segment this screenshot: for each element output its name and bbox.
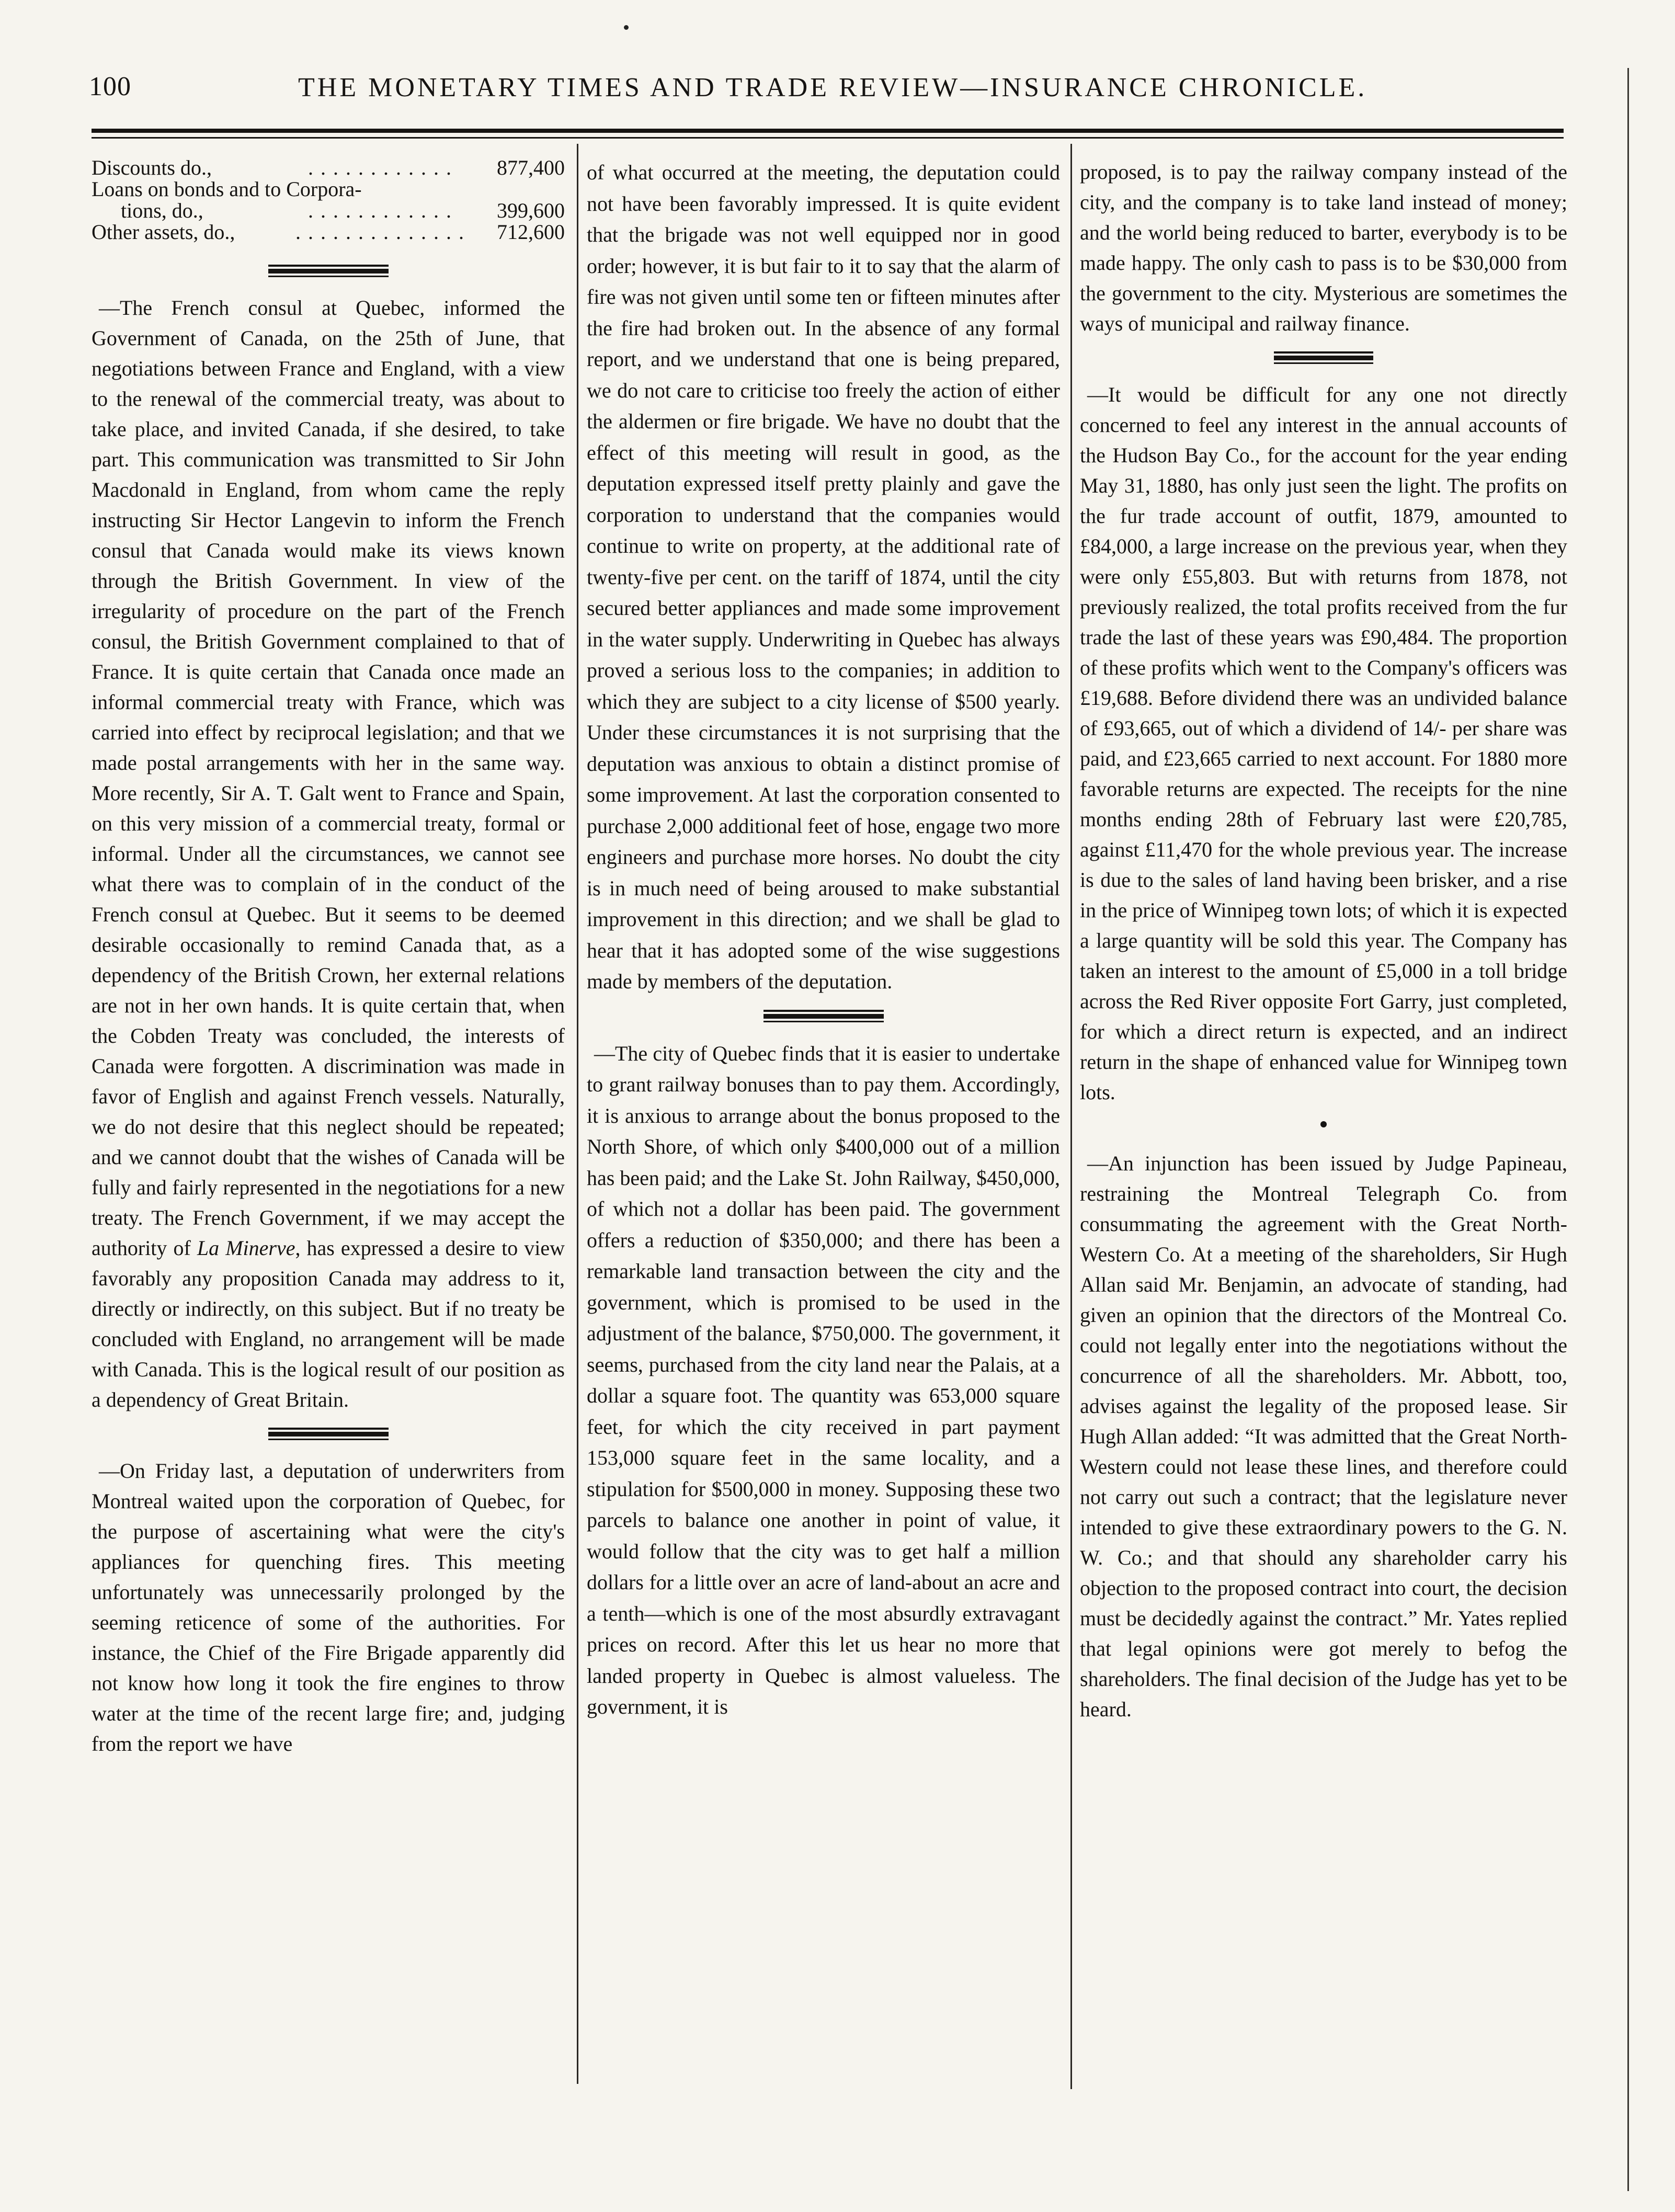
page-edge-rule bbox=[1627, 68, 1629, 2191]
article-railway-bonuses-part-2: proposed, is to pay the railway company instead of the city, and the company is to take land instead of money; and the world being reduced to barter, everybody is to be made happy. The only cash to pass is to be $30,000 from the government to the city. Mysterious are sometimes the ways of municipal and railway finance. bbox=[1080, 160, 1567, 335]
ledger-label: Loans on bonds and to Corpora- bbox=[92, 177, 362, 201]
ledger-row bbox=[92, 178, 565, 200]
ledger-row bbox=[92, 157, 565, 178]
page-number: 100 bbox=[89, 72, 131, 101]
column-rule-2 bbox=[1070, 144, 1072, 2089]
ledger-row bbox=[92, 200, 565, 221]
header-rule-thin bbox=[92, 137, 1564, 139]
newspaper-title: La Minerve bbox=[197, 1236, 295, 1260]
ledger-amount: 399,600 bbox=[497, 199, 565, 222]
ledger bbox=[92, 157, 565, 243]
ledger-table bbox=[92, 157, 565, 243]
section-divider bbox=[92, 1415, 565, 1456]
column-rule-1 bbox=[577, 144, 578, 2084]
article-railway-bonuses-part-1: —The city of Quebec finds that it is easier to undertake to grant railway bonuses than to pay them. Accordingly, it is anxious to arrange about the bonus proposed to the North Shore, of which only $400,000 out of a million has been paid; and the Lake St. John Railway, $450,000, of which not a dollar has been paid. The government offers a reduction of $350,000; and there has been a remarkable land transaction between the city and the government, which is promised to be used in the adjustment of the balance, $750,000. The government, it seems, purchased from the city land near the Palais, at a dollar a square foot. The quantity was 653,000 square feet, for which the city received in part payment 153,000 square feet in the same locality, and a stipulation for $500,000 in money. Supposing these two parcels to balance one another in point of value, it would follow that the city was to get half a million dollars for a little over an acre of land-about an acre and a tenth—which is one of the most absurdly extravagant prices on record. After this let us hear no more that landed property in Quebec is almost valueless. The government, it is bbox=[587, 1041, 1060, 1718]
column-2 bbox=[587, 157, 1060, 1723]
ledger-label: Discounts do., bbox=[92, 156, 212, 179]
section-divider-dot bbox=[1080, 1108, 1567, 1148]
column-1 bbox=[92, 157, 565, 1759]
ledger-leader: . . . . . . . . . . . . bbox=[308, 157, 453, 178]
section-divider bbox=[1080, 339, 1567, 380]
article-hudson-bay: —It would be difficult for any one not directly concerned to feel any interest in the annual accounts of the Hudson Bay Co., for the account for the year ending May 31, 1880, has only just seen the light. The profits on the fur trade account of outfit, 1879, amounted to £84,000, a large increase on the previous year, when they were only £55,803. But with returns from 1878, not previously realized, the total profits received from the fur trade the last of these years was £90,484. The proportion of these profits which went to the Company's officers was £19,688. Before dividend there was an undivided balance of £93,665, out of which a dividend of 14/- per share was paid, and £23,665 carried to next account. For 1880 more favorable returns are expected. The receipts for the nine months ending 28th of February last were £20,785, against £11,470 for the whole previous year. The increase is due to the sales of land having been brisker, and a rise in the price of Winnipeg town lots; of which it is expected a large quantity will be sold this year. The Company has taken an interest to the amount of £5,000 in a toll bridge across the Red River opposite Fort Garry, just completed, for which a direct return is expected, and an indirect return in the shape of enhanced value for Winnipeg town lots. bbox=[1080, 383, 1567, 1104]
column-3 bbox=[1080, 157, 1567, 1725]
article-deputation-part-2: of what occurred at the meeting, the deputation could not have been favorably impressed. It is quite evident that the brigade was not well equipped nor in good order; however, it is but fair to it to say that the alarm of fire was not given until some ten or fifteen minutes after the fire had broken out. In the absence of any formal report, and we understand that one is being prepared, we do not care to criticise too freely the action of either the aldermen or fire brigade. We have no doubt that the effect of this meeting will result in good, as the deputation expressed itself pretty plainly and gave the corporation to understand that the companies would continue to write on property, at the additional rate of twenty-five per cent. on the tariff of 1874, until the city secured better appliances and made some improvement in the water supply. Underwriting in Quebec has always proved a serious loss to the companies; in addition to which they are subject to a city license of $500 yearly. Under these circumstances it is not surprising that the deputation was anxious to obtain a distinct promise of some improvement. At last the corporation consented to purchase 2,000 additional feet of hose, engage two more engineers and purchase more horses. No doubt the city is in much need of being aroused to make substantial improvement in this direction; and we shall be glad to hear that it has adopted some of the wise suggestions made by members of the deputation. bbox=[587, 161, 1060, 993]
ink-dot bbox=[624, 25, 629, 30]
ledger-label: Other assets, do., bbox=[92, 220, 235, 244]
ledger-leader: . . . . . . . . . . . . bbox=[308, 200, 453, 221]
article-injunction: —An injunction has been issued by Judge Papineau, restraining the Montreal Telegraph Co. from consummating the agreement with the Great North-Western Co. At a meeting of the shareholders, Sir Hugh Allan said Mr. Benjamin, an advocate of standing, had given an opinion that the directors of the Montreal Co. could not legally enter into the negotiations without the concurrence of all the shareholders. Mr. Abbott, too, advises against the legality of the proposed lease. Sir Hugh Allan added: “It was admitted that the Great North-Western could not lease these lines, and therefore could not carry out such a contract; that the legislature never intended to give these extraordinary powers to the G. N. W. Co.; and that should any shareholder carry his objection to the proposed contract into court, the decision must be decidedly against the contract.” Mr. Yates replied that legal opinions were got merely to befog the shareholders. The final decision of the Judge has yet to be heard. bbox=[1080, 1151, 1567, 1721]
section-divider bbox=[587, 997, 1060, 1038]
ledger-leader: . . . . . . . . . . . . . . bbox=[295, 221, 465, 243]
running-title: THE MONETARY TIMES AND TRADE REVIEW—INSURANCE CHRONICLE. bbox=[298, 73, 1368, 102]
article-french-consul: —The French consul at Quebec, informed the Government of Canada, on the 25th of June, that negotiations between France and England, with a view to the renewal of the commercial treaty, was about to take place, and invited Canada, if she desired, to take part. This communication was transmitted to Sir John Macdonald in England, from whom came the reply instructing Sir Hector Langevin to inform the French consul that Canada would make its views known through the British Government. In view of the irregularity of procedure on the part of the French consul, the British Government complained to that of France. It is quite certain that Canada once made an informal commercial treaty with France, which was carried into effect by reciprocal legislation; and that we made postal arrangements with her in the same way. More recently, Sir A. T. Galt went to France and Spain, on this very mission of a commercial treaty, formal or informal. Under all the circumstances, we cannot see what there was to complain of in the conduct of the French consul at Quebec. But it seems to be deemed desirable occasionally to remind Canada that, as a dependency of the British Crown, her external relations are not in her own hands. It is quite certain that, when the Cobden Treaty was concluded, the interests of Canada were forgotten. A discrimination was made in favor of English and against French vessels. Naturally, we do not desire that this neglect should be repeated; and we cannot doubt that the wishes of Canada will be fully and fairly represented in the negotiations for a new treaty. The French Government, if we may accept the authority of La Minerve, has expressed a desire to view favorably any proposition Canada may address to it, directly or indirectly, on this subject. But if no treaty be concluded with England, no arrangement will be made with Canada. This is the logical result of our position as a dependency of Great Britain. bbox=[92, 296, 565, 1411]
article-deputation-part-1: —On Friday last, a deputation of underwriters from Montreal waited upon the corporation of Quebec, for the purpose of ascertaining what were the city's appliances for quenching fires. This meeting unfortunately was unnecessarily prolonged by the seeming reticence of some of the authorities. For instance, the Chief of the Fire Brigade apparently did not know how long it took the fire engines to throw water at the time of the recent large fire; and, judging from the report we have bbox=[92, 1459, 565, 1755]
ledger-row bbox=[92, 221, 565, 243]
ledger-amount: 877,400 bbox=[497, 156, 565, 179]
ledger-label: tions, do., bbox=[121, 199, 203, 222]
masthead bbox=[89, 68, 1558, 118]
ledger-amount: 712,600 bbox=[497, 220, 565, 244]
section-divider bbox=[92, 252, 565, 293]
header-rule-thick bbox=[92, 129, 1564, 133]
